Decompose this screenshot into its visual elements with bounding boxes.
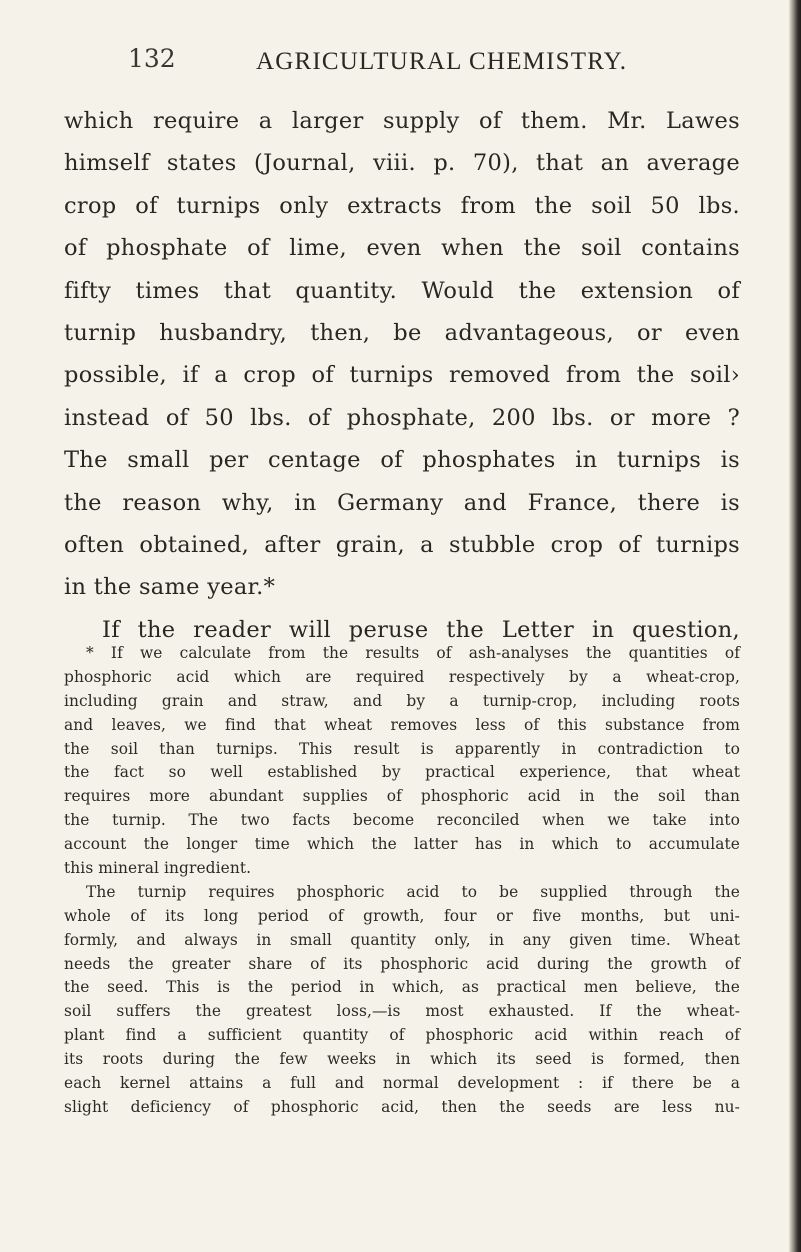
footnote <box>64 642 740 1120</box>
footnote-line: The turnip requires phosphoric acid to be supplied through the <box>86 882 740 901</box>
footnote-line: plant find a sufficient quantity of phosphoric acid within reach of <box>64 1026 740 1045</box>
body-line: crop of turnips only extracts from the soil 50 lbs. <box>64 192 740 219</box>
body-line: turnip husbandry, then, be advantageous, or even <box>64 319 740 346</box>
body-line: instead of 50 lbs. of phosphate, 200 lbs. or more ? <box>64 404 740 431</box>
footnote-line: including grain and straw, and by a turnip-crop, including roots <box>64 691 740 710</box>
footnote-line: and leaves, we find that wheat removes less of this substance from <box>64 715 740 734</box>
footnote-line: the soil than turnips. This result is apparently in contradiction to <box>64 739 740 758</box>
running-head <box>128 44 748 84</box>
running-title: AGRICULTURAL CHEMISTRY. <box>256 48 628 75</box>
body-line: often obtained, after grain, a stubble crop of turnips <box>64 531 740 558</box>
footnote-line: needs the greater share of its phosphoric acid during the growth of <box>64 954 740 973</box>
body-line: in the same year.* <box>64 574 276 601</box>
footnote-line: * If we calculate from the results of ash-analyses the quantities of <box>86 644 740 662</box>
footnote-line: each kernel attains a full and normal development : if there be a <box>64 1074 740 1093</box>
footnote-line: soil suffers the greatest loss,—is most exhausted. If the wheat- <box>64 1002 740 1021</box>
body-line: fifty times that quantity. Would the extension of <box>64 277 740 304</box>
footnote-line: account the longer time which the latter has in which to accumulate <box>64 835 740 854</box>
footnote-line: phosphoric acid which are required respectively by a wheat-crop, <box>64 667 740 686</box>
body-text <box>64 100 740 651</box>
footnote-line: the turnip. The two facts become reconciled when we take into <box>64 811 740 830</box>
footnote-line: its roots during the few weeks in which its seed is formed, then <box>64 1050 740 1069</box>
footnote-line: slight deficiency of phosphoric acid, then the seeds are less nu- <box>64 1097 740 1116</box>
body-line: the reason why, in Germany and France, there is <box>64 489 740 516</box>
body-line: himself states (Journal, viii. p. 70), that an average <box>64 150 740 177</box>
body-line: The small per centage of phosphates in turnips is <box>64 447 740 474</box>
body-line: If the reader will peruse the Letter in question, <box>102 616 740 643</box>
footnote-line: the fact so well established by practical experience, that wheat <box>64 763 740 782</box>
footnote-line: requires more abundant supplies of phosphoric acid in the soil than <box>64 787 740 806</box>
page-edge-shadow <box>789 0 801 1252</box>
body-line: which require a larger supply of them. Mr. Lawes <box>64 108 740 134</box>
footnote-line: whole of its long period of growth, four or five months, but uni- <box>64 906 740 925</box>
page-number: 132 <box>128 44 176 73</box>
footnote-line: formly, and always in small quantity only, in any given time. Wheat <box>64 930 740 949</box>
footnote-line: this mineral ingredient. <box>64 859 252 878</box>
footnote-line: the seed. This is the period in which, as practical men believe, the <box>64 978 740 997</box>
body-line: of phosphate of lime, even when the soil contains <box>64 235 740 262</box>
body-line: possible, if a crop of turnips removed from the soil› <box>64 362 740 389</box>
